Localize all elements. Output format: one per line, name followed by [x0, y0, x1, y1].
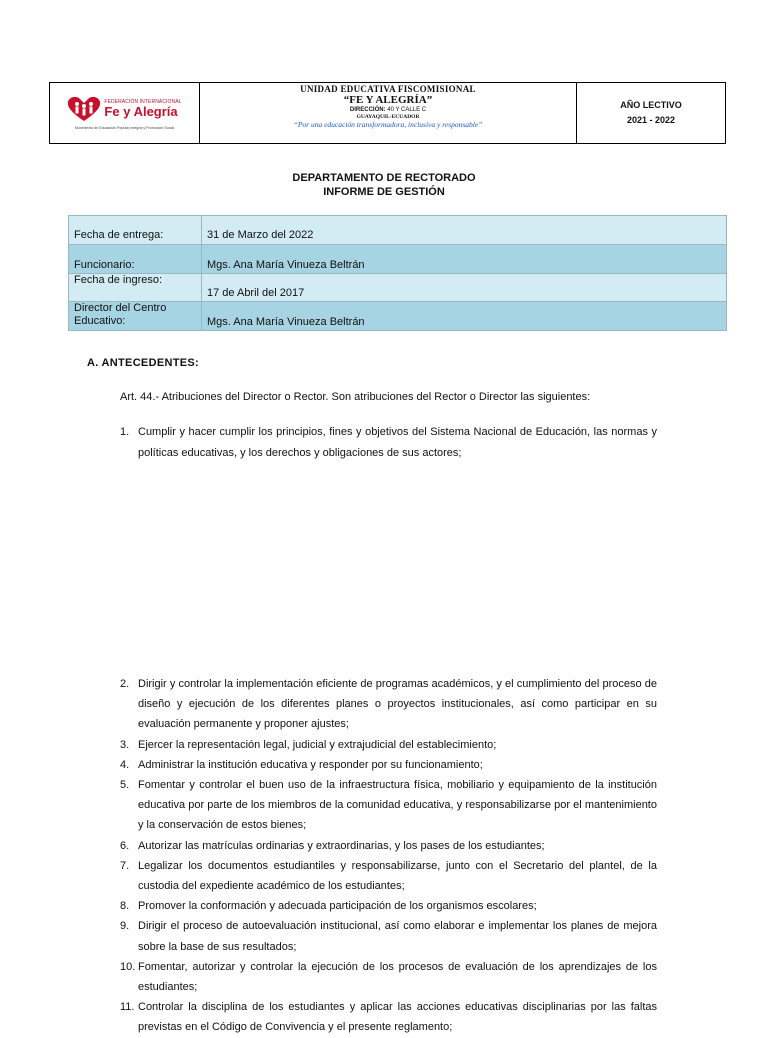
list-item [120, 755, 657, 775]
table-row [69, 302, 727, 331]
school-year-value: 2021 - 2022 [626, 115, 676, 125]
list-item [120, 896, 657, 916]
table-row [69, 216, 727, 245]
info-label-line: Director del Centro [74, 302, 167, 314]
list-item [120, 957, 657, 997]
item-text: Controlar la disciplina de los estudiantes y aplicar las acciones educativas disciplinarias por las faltas previstas en el Código de Convivencia y el presente reglamento; [138, 1001, 657, 1034]
list-item [120, 422, 657, 463]
logo-cell [50, 83, 200, 143]
item-text: Cumplir y hacer cumplir los principios, fines y objetivos del Sistema Nacional de Educación, las normas y políticas educativas, y los derechos y obligaciones de sus actores; [138, 426, 657, 459]
item-number: 7. [120, 859, 130, 872]
item-text: Legalizar los documentos estudiantiles y responsabilizarse, junto con el Secretario del plantel, de la custodia del expediente académico de los estudiantes; [138, 859, 657, 893]
logo-federation: FEDERACIÓN INTERNACIONAL [104, 99, 182, 105]
info-value: Mgs. Ana María Vinueza Beltrán [202, 302, 727, 331]
item-number: 10. [120, 960, 136, 973]
address-value: 40 Y CALLE C [387, 107, 427, 113]
info-value: Mgs. Ana María Vinueza Beltrán [202, 245, 727, 274]
attributions-list-continued [120, 674, 657, 1038]
item-text: Autorizar las matrículas ordinarias y extraordinarias, y los pases de los estudiantes; [138, 839, 545, 852]
city-line: GUAYAQUIL-ECUADOR [356, 114, 420, 120]
institution-cell [200, 83, 577, 143]
info-label-line: Educativo: [74, 315, 126, 327]
institution-name: UNIDAD EDUCATIVA FISCOMISIONAL [300, 84, 476, 94]
department-title: DEPARTAMENTO DE RECTORADO [292, 172, 476, 184]
address-label: DIRECCIÓN: [349, 107, 386, 113]
section-title: A. ANTECEDENTES: [87, 357, 199, 369]
motto: “Por una educación transformadora, inclusiva y responsable” [293, 120, 483, 129]
table-row [69, 245, 727, 274]
item-text: Fomentar y controlar el buen uso de la infraestructura física, mobiliario y equipamiento de la institución educativa por parte de los miembros de la comunidad educativa, y responsabilizarse por el mantenimiento y la conservación de estos bienes; [138, 779, 657, 832]
report-info-table [68, 215, 727, 331]
info-label: Fecha de entrega: [69, 216, 202, 245]
school-year-label: AÑO LECTIVO [620, 100, 682, 110]
list-item [120, 674, 657, 735]
school-name: “FE Y ALEGRÍA” [343, 94, 433, 106]
info-label: Fecha de ingreso: [69, 274, 202, 302]
item-number: 3. [120, 738, 130, 751]
table-row [69, 274, 727, 302]
info-label: Funcionario: [69, 245, 202, 274]
item-text: Administrar la institución educativa y responder por su funcionamiento; [138, 758, 483, 771]
attributions-list [120, 422, 657, 463]
school-year-cell [577, 83, 725, 143]
address-line [200, 106, 576, 114]
list-item [120, 856, 657, 896]
item-number: 2. [120, 678, 130, 690]
info-label [69, 302, 202, 331]
list-item [120, 735, 657, 755]
heart-people-icon [67, 96, 101, 122]
list-item [120, 997, 657, 1037]
info-value: 31 de Marzo del 2022 [202, 216, 727, 245]
item-text: Dirigir y controlar la implementación eficiente de programas académicos, y el cumplimiento del proceso de diseño y ejecución de los diferentes planes o proyectos institucionales, así como participar en su evaluación permanente y proponer ajustes; [138, 678, 657, 731]
logo-tagline: Movimiento de Educación Popular Integral y Promoción Social [74, 126, 175, 130]
item-number: 5. [120, 779, 130, 792]
item-text: Fomentar, autorizar y controlar la ejecución de los procesos de evaluación de los aprendizajes de los estudiantes; [138, 960, 657, 994]
item-text: Ejercer la representación legal, judicial y extrajudicial del establecimiento; [138, 738, 497, 751]
report-title: INFORME DE GESTIÓN [323, 186, 445, 198]
item-number: 8. [120, 900, 130, 913]
item-text: Promover la conformación y adecuada participación de los organismos escolares; [138, 900, 537, 913]
item-number: 1. [120, 426, 130, 438]
item-number: 11. [120, 1001, 135, 1014]
article-intro: Art. 44.- Atribuciones del Director o Rector. Son atribuciones del Rector o Director las siguientes: [120, 391, 591, 403]
list-item [120, 836, 657, 856]
item-number: 4. [120, 758, 130, 771]
list-item [120, 775, 657, 836]
document-header [49, 82, 726, 144]
info-value: 17 de Abril del 2017 [202, 274, 727, 302]
logo-name: Fe y Alegría [104, 104, 178, 119]
logo [67, 96, 181, 122]
item-text: Dirigir el proceso de autoevaluación institucional, así como elaborar e implementar los planes de mejora sobre la base de sus resultados; [138, 920, 657, 953]
item-number: 9. [120, 920, 130, 933]
list-item [120, 916, 657, 956]
item-number: 6. [120, 839, 130, 852]
